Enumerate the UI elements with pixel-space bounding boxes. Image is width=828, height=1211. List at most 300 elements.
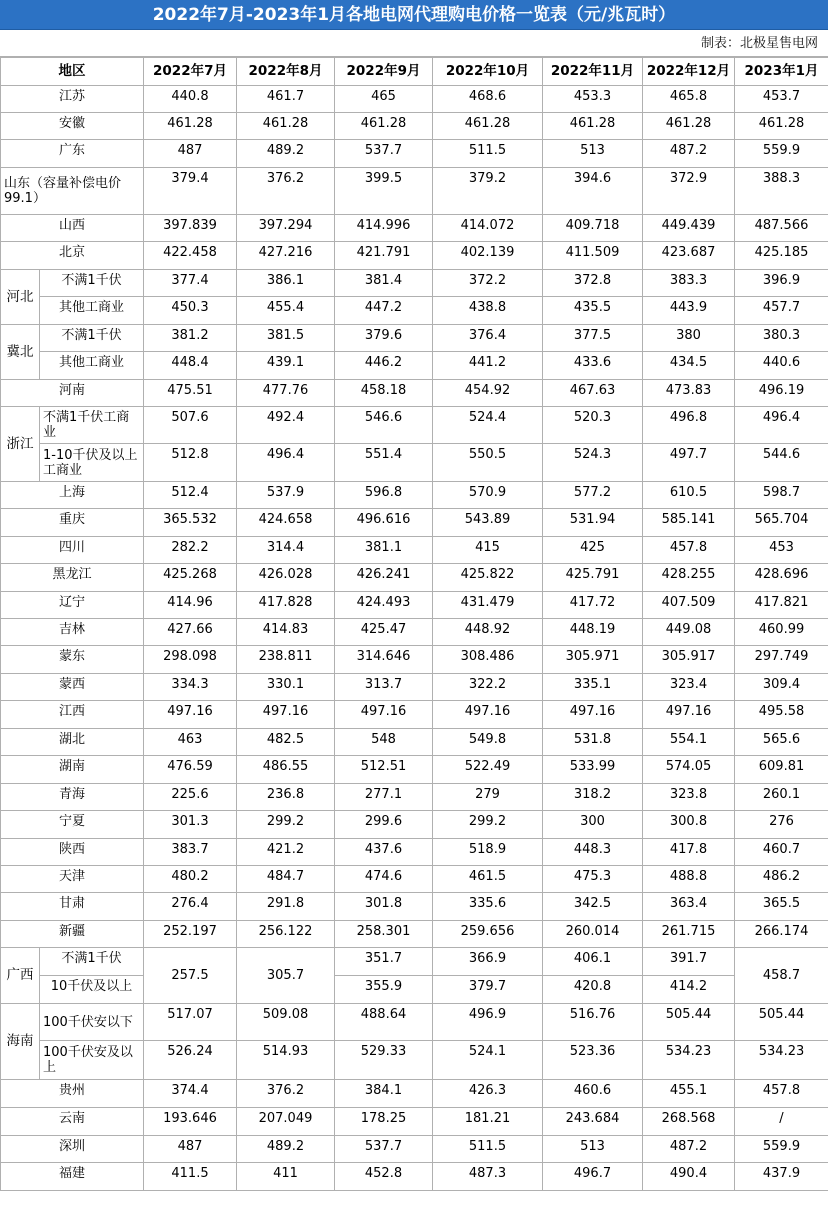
value-cell: 314.4: [237, 537, 335, 564]
value-cell: 439.1: [237, 352, 335, 380]
group-name: 冀北: [1, 325, 40, 380]
value-cell: 425.185: [735, 242, 828, 270]
value-cell: 531.94: [543, 509, 643, 537]
subregion-name: 10千伏及以上: [40, 976, 144, 1004]
value-cell: 467.63: [543, 380, 643, 407]
value-cell: 298.098: [144, 646, 237, 674]
value-cell: 414.072: [433, 215, 543, 242]
value-cell: 480.2: [144, 866, 237, 893]
value-cell: 440.8: [144, 86, 237, 113]
value-cell: 554.1: [643, 729, 735, 756]
value-cell: 468.6: [433, 86, 543, 113]
value-cell: 428.696: [735, 564, 828, 592]
value-cell: 487.3: [433, 1163, 543, 1191]
value-cell: 260.014: [543, 921, 643, 948]
row-beijing: [1, 242, 828, 270]
value-cell: 427.216: [237, 242, 335, 270]
header-row: [1, 58, 828, 86]
subregion-name: 100千伏安及以上: [40, 1041, 144, 1080]
region-name: 四川: [1, 537, 144, 564]
value-cell: 426.028: [237, 564, 335, 592]
value-cell: 276: [735, 811, 828, 839]
value-cell: 423.687: [643, 242, 735, 270]
value-cell: 420.8: [543, 976, 643, 1004]
region-name: 上海: [1, 482, 144, 509]
row-jiangsu: [1, 86, 828, 113]
region-name: 北京: [1, 242, 144, 270]
region-name: 蒙西: [1, 674, 144, 701]
row-fujian: [1, 1163, 828, 1191]
value-cell: 497.16: [643, 701, 735, 729]
value-cell: 559.9: [735, 140, 828, 168]
subregion-name: 不满1千伏: [40, 948, 144, 976]
value-cell: 225.6: [144, 784, 237, 811]
value-cell: 318.2: [543, 784, 643, 811]
value-cell: 458.7: [735, 948, 828, 1004]
value-cell: 565.704: [735, 509, 828, 537]
value-cell: 334.3: [144, 674, 237, 701]
group-name: 河北: [1, 270, 40, 325]
value-cell: 440.6: [735, 352, 828, 380]
value-cell: 365.5: [735, 893, 828, 921]
value-cell: 486.2: [735, 866, 828, 893]
value-cell: 238.811: [237, 646, 335, 674]
subregion-name: 不满1千伏: [40, 325, 144, 352]
region-name: 河南: [1, 380, 144, 407]
value-cell: 258.301: [335, 921, 433, 948]
value-cell: 417.8: [643, 839, 735, 866]
value-cell: 465: [335, 86, 433, 113]
value-cell: 523.36: [543, 1041, 643, 1080]
value-cell: 399.5: [335, 168, 433, 215]
value-cell: 511.5: [433, 1136, 543, 1163]
value-cell: 381.2: [144, 325, 237, 352]
value-cell: 457.8: [643, 537, 735, 564]
value-cell: 449.08: [643, 619, 735, 646]
region-name: 青海: [1, 784, 144, 811]
value-cell: 421.2: [237, 839, 335, 866]
value-cell: 487: [144, 140, 237, 168]
value-cell: 374.4: [144, 1080, 237, 1108]
value-cell: 351.7: [335, 948, 433, 976]
value-cell: 520.3: [543, 407, 643, 444]
value-cell: 397.839: [144, 215, 237, 242]
value-cell: 507.6: [144, 407, 237, 444]
value-cell: 437.6: [335, 839, 433, 866]
row-sichuan: [1, 537, 828, 564]
value-cell: 489.2: [237, 140, 335, 168]
row-tianjin: [1, 866, 828, 893]
value-cell: 537.7: [335, 140, 433, 168]
value-cell: 460.6: [543, 1080, 643, 1108]
value-cell: 457.7: [735, 297, 828, 325]
row-guangdong: [1, 140, 828, 168]
value-cell: 300: [543, 811, 643, 839]
value-cell: 512.4: [144, 482, 237, 509]
value-cell: 384.1: [335, 1080, 433, 1108]
value-cell: 299.2: [433, 811, 543, 839]
value-cell: 574.05: [643, 756, 735, 784]
region-name: 陕西: [1, 839, 144, 866]
value-cell: 417.821: [735, 592, 828, 619]
row-guangxi-a: [1, 948, 828, 976]
subregion-name: 不满1千伏工商业: [40, 407, 144, 444]
value-cell: 518.9: [433, 839, 543, 866]
row-shenzhen: [1, 1136, 828, 1163]
row-hainan-a: [1, 1004, 828, 1041]
value-cell: 414.96: [144, 592, 237, 619]
value-cell: 496.8: [643, 407, 735, 444]
group-name: 广西: [1, 948, 40, 1004]
value-cell: 438.8: [433, 297, 543, 325]
value-cell: 425.268: [144, 564, 237, 592]
value-cell: 428.255: [643, 564, 735, 592]
value-cell: 461.28: [543, 113, 643, 140]
value-cell: 496.9: [433, 1004, 543, 1041]
value-cell: /: [735, 1108, 828, 1136]
region-name: 辽宁: [1, 592, 144, 619]
value-cell: 447.2: [335, 297, 433, 325]
value-cell: 460.7: [735, 839, 828, 866]
value-cell: 268.568: [643, 1108, 735, 1136]
value-cell: 475.51: [144, 380, 237, 407]
row-hainan-b: [1, 1041, 828, 1080]
region-name: 湖南: [1, 756, 144, 784]
region-name: 江苏: [1, 86, 144, 113]
subregion-name: 其他工商业: [40, 352, 144, 380]
region-name: 蒙东: [1, 646, 144, 674]
value-cell: 496.616: [335, 509, 433, 537]
value-cell: 495.58: [735, 701, 828, 729]
row-hubei: [1, 729, 828, 756]
header-2022-09: 2022年9月: [335, 58, 433, 86]
value-cell: 415: [433, 537, 543, 564]
value-cell: 497.16: [237, 701, 335, 729]
value-cell: 414.83: [237, 619, 335, 646]
value-cell: 380.3: [735, 325, 828, 352]
subregion-name: 不满1千伏: [40, 270, 144, 297]
value-cell: 496.4: [237, 444, 335, 482]
value-cell: 461.7: [237, 86, 335, 113]
value-cell: 585.141: [643, 509, 735, 537]
value-cell: 534.23: [735, 1041, 828, 1080]
value-cell: 406.1: [543, 948, 643, 976]
value-cell: 497.7: [643, 444, 735, 482]
row-mengxi: [1, 674, 828, 701]
value-cell: 465.8: [643, 86, 735, 113]
row-shanghai: [1, 482, 828, 509]
value-cell: 379.2: [433, 168, 543, 215]
value-cell: 455.1: [643, 1080, 735, 1108]
value-cell: 301.3: [144, 811, 237, 839]
row-anhui: [1, 113, 828, 140]
value-cell: 559.9: [735, 1136, 828, 1163]
value-cell: 414.996: [335, 215, 433, 242]
value-cell: 537.7: [335, 1136, 433, 1163]
value-cell: 496.7: [543, 1163, 643, 1191]
value-cell: 414.2: [643, 976, 735, 1004]
value-cell: 363.4: [643, 893, 735, 921]
value-cell: 380: [643, 325, 735, 352]
value-cell: 421.791: [335, 242, 433, 270]
value-cell: 487: [144, 1136, 237, 1163]
value-cell: 383.3: [643, 270, 735, 297]
value-cell: 314.646: [335, 646, 433, 674]
row-jibei-a: [1, 325, 828, 352]
value-cell: 181.21: [433, 1108, 543, 1136]
value-cell: 489.2: [237, 1136, 335, 1163]
value-cell: 455.4: [237, 297, 335, 325]
value-cell: 524.3: [543, 444, 643, 482]
header-2022-12: 2022年12月: [643, 58, 735, 86]
subregion-name: 100千伏安以下: [40, 1004, 144, 1041]
value-cell: 402.139: [433, 242, 543, 270]
value-cell: 505.44: [643, 1004, 735, 1041]
row-shandong: [1, 168, 828, 215]
value-cell: 305.7: [237, 948, 335, 1004]
value-cell: 335.1: [543, 674, 643, 701]
value-cell: 461.5: [433, 866, 543, 893]
value-cell: 487.2: [643, 140, 735, 168]
row-hebei-b: [1, 297, 828, 325]
value-cell: 534.23: [643, 1041, 735, 1080]
value-cell: 461.28: [643, 113, 735, 140]
value-cell: 482.5: [237, 729, 335, 756]
region-name: 重庆: [1, 509, 144, 537]
value-cell: 407.509: [643, 592, 735, 619]
value-cell: 282.2: [144, 537, 237, 564]
value-cell: 475.3: [543, 866, 643, 893]
value-cell: 488.8: [643, 866, 735, 893]
row-liaoning: [1, 592, 828, 619]
value-cell: 448.19: [543, 619, 643, 646]
value-cell: 497.16: [543, 701, 643, 729]
region-name: 广东: [1, 140, 144, 168]
value-cell: 435.5: [543, 297, 643, 325]
header-2022-11: 2022年11月: [543, 58, 643, 86]
value-cell: 300.8: [643, 811, 735, 839]
value-cell: 276.4: [144, 893, 237, 921]
value-cell: 461.28: [335, 113, 433, 140]
value-cell: 453.7: [735, 86, 828, 113]
value-cell: 342.5: [543, 893, 643, 921]
row-zhejiang-a: [1, 407, 828, 444]
region-name: 江西: [1, 701, 144, 729]
value-cell: 426.3: [433, 1080, 543, 1108]
value-cell: 524.1: [433, 1041, 543, 1080]
region-name: 山东（容量补偿电价99.1）: [1, 168, 144, 215]
value-cell: 550.5: [433, 444, 543, 482]
value-cell: 313.7: [335, 674, 433, 701]
row-qinghai: [1, 784, 828, 811]
value-cell: 448.4: [144, 352, 237, 380]
value-cell: 511.5: [433, 140, 543, 168]
value-cell: 513: [543, 1136, 643, 1163]
value-cell: 446.2: [335, 352, 433, 380]
value-cell: 299.6: [335, 811, 433, 839]
row-yunnan: [1, 1108, 828, 1136]
row-hebei-a: [1, 270, 828, 297]
value-cell: 531.8: [543, 729, 643, 756]
value-cell: 431.479: [433, 592, 543, 619]
value-cell: 355.9: [335, 976, 433, 1004]
row-chongqing: [1, 509, 828, 537]
value-cell: 243.684: [543, 1108, 643, 1136]
value-cell: 309.4: [735, 674, 828, 701]
header-2022-07: 2022年7月: [144, 58, 237, 86]
row-guangxi-b: [1, 976, 828, 1004]
row-jibei-b: [1, 352, 828, 380]
value-cell: 484.7: [237, 866, 335, 893]
region-name: 云南: [1, 1108, 144, 1136]
value-cell: 543.89: [433, 509, 543, 537]
value-cell: 537.9: [237, 482, 335, 509]
value-cell: 488.64: [335, 1004, 433, 1041]
region-name: 宁夏: [1, 811, 144, 839]
value-cell: 425.791: [543, 564, 643, 592]
value-cell: 379.7: [433, 976, 543, 1004]
value-cell: 257.5: [144, 948, 237, 1004]
value-cell: 424.493: [335, 592, 433, 619]
value-cell: 397.294: [237, 215, 335, 242]
region-name: 深圳: [1, 1136, 144, 1163]
value-cell: 512.8: [144, 444, 237, 482]
value-cell: 386.1: [237, 270, 335, 297]
value-cell: 383.7: [144, 839, 237, 866]
value-cell: 291.8: [237, 893, 335, 921]
value-cell: 376.2: [237, 1080, 335, 1108]
value-cell: 207.049: [237, 1108, 335, 1136]
header-2022-10: 2022年10月: [433, 58, 543, 86]
value-cell: 565.6: [735, 729, 828, 756]
value-cell: 388.3: [735, 168, 828, 215]
value-cell: 376.2: [237, 168, 335, 215]
value-cell: 381.1: [335, 537, 433, 564]
value-cell: 305.971: [543, 646, 643, 674]
value-cell: 441.2: [433, 352, 543, 380]
value-cell: 477.76: [237, 380, 335, 407]
value-cell: 426.241: [335, 564, 433, 592]
row-jilin: [1, 619, 828, 646]
value-cell: 448.92: [433, 619, 543, 646]
value-cell: 277.1: [335, 784, 433, 811]
value-cell: 434.5: [643, 352, 735, 380]
value-cell: 474.6: [335, 866, 433, 893]
value-cell: 409.718: [543, 215, 643, 242]
value-cell: 496.19: [735, 380, 828, 407]
value-cell: 549.8: [433, 729, 543, 756]
value-cell: 463: [144, 729, 237, 756]
value-cell: 377.5: [543, 325, 643, 352]
value-cell: 305.917: [643, 646, 735, 674]
header-2022-08: 2022年8月: [237, 58, 335, 86]
value-cell: 529.33: [335, 1041, 433, 1080]
value-cell: 424.658: [237, 509, 335, 537]
value-cell: 252.197: [144, 921, 237, 948]
value-cell: 178.25: [335, 1108, 433, 1136]
value-cell: 330.1: [237, 674, 335, 701]
value-cell: 376.4: [433, 325, 543, 352]
subregion-name: 1-10千伏及以上工商业: [40, 444, 144, 482]
value-cell: 497.16: [144, 701, 237, 729]
header-region: 地区: [1, 58, 144, 86]
value-cell: 514.93: [237, 1041, 335, 1080]
value-cell: 598.7: [735, 482, 828, 509]
table-title: 2022年7月-2023年1月各地电网代理购电价格一览表（元/兆瓦时）: [0, 0, 828, 30]
value-cell: 458.18: [335, 380, 433, 407]
row-jiangxi: [1, 701, 828, 729]
value-cell: 461.28: [237, 113, 335, 140]
value-cell: 425.47: [335, 619, 433, 646]
value-cell: 381.4: [335, 270, 433, 297]
value-cell: 425: [543, 537, 643, 564]
value-cell: 487.566: [735, 215, 828, 242]
group-name: 浙江: [1, 407, 40, 482]
value-cell: 437.9: [735, 1163, 828, 1191]
row-henan: [1, 380, 828, 407]
value-cell: 260.1: [735, 784, 828, 811]
header-2023-01: 2023年1月: [735, 58, 828, 86]
value-cell: 596.8: [335, 482, 433, 509]
value-cell: 411.5: [144, 1163, 237, 1191]
value-cell: 546.6: [335, 407, 433, 444]
value-cell: 487.2: [643, 1136, 735, 1163]
value-cell: 516.76: [543, 1004, 643, 1041]
region-name: 甘肃: [1, 893, 144, 921]
value-cell: 497.16: [335, 701, 433, 729]
value-cell: 417.828: [237, 592, 335, 619]
value-cell: 448.3: [543, 839, 643, 866]
value-cell: 365.532: [144, 509, 237, 537]
row-xinjiang: [1, 921, 828, 948]
value-cell: 301.8: [335, 893, 433, 921]
value-cell: 266.174: [735, 921, 828, 948]
value-cell: 476.59: [144, 756, 237, 784]
value-cell: 372.2: [433, 270, 543, 297]
row-shaanxi: [1, 839, 828, 866]
region-name: 安徽: [1, 113, 144, 140]
value-cell: 609.81: [735, 756, 828, 784]
value-cell: 522.49: [433, 756, 543, 784]
value-cell: 513: [543, 140, 643, 168]
row-zhejiang-b: [1, 444, 828, 482]
value-cell: 460.99: [735, 619, 828, 646]
value-cell: 450.3: [144, 297, 237, 325]
value-cell: 473.83: [643, 380, 735, 407]
value-cell: 509.08: [237, 1004, 335, 1041]
region-name: 吉林: [1, 619, 144, 646]
region-name: 天津: [1, 866, 144, 893]
value-cell: 335.6: [433, 893, 543, 921]
value-cell: 486.55: [237, 756, 335, 784]
row-guizhou: [1, 1080, 828, 1108]
value-cell: 449.439: [643, 215, 735, 242]
value-cell: 256.122: [237, 921, 335, 948]
region-name: 山西: [1, 215, 144, 242]
row-gansu: [1, 893, 828, 921]
value-cell: 544.6: [735, 444, 828, 482]
value-cell: 422.458: [144, 242, 237, 270]
value-cell: 496.4: [735, 407, 828, 444]
value-cell: 308.486: [433, 646, 543, 674]
value-cell: 453: [735, 537, 828, 564]
value-cell: 261.715: [643, 921, 735, 948]
value-cell: 577.2: [543, 482, 643, 509]
value-cell: 512.51: [335, 756, 433, 784]
value-cell: 610.5: [643, 482, 735, 509]
row-hunan: [1, 756, 828, 784]
subregion-name: 其他工商业: [40, 297, 144, 325]
